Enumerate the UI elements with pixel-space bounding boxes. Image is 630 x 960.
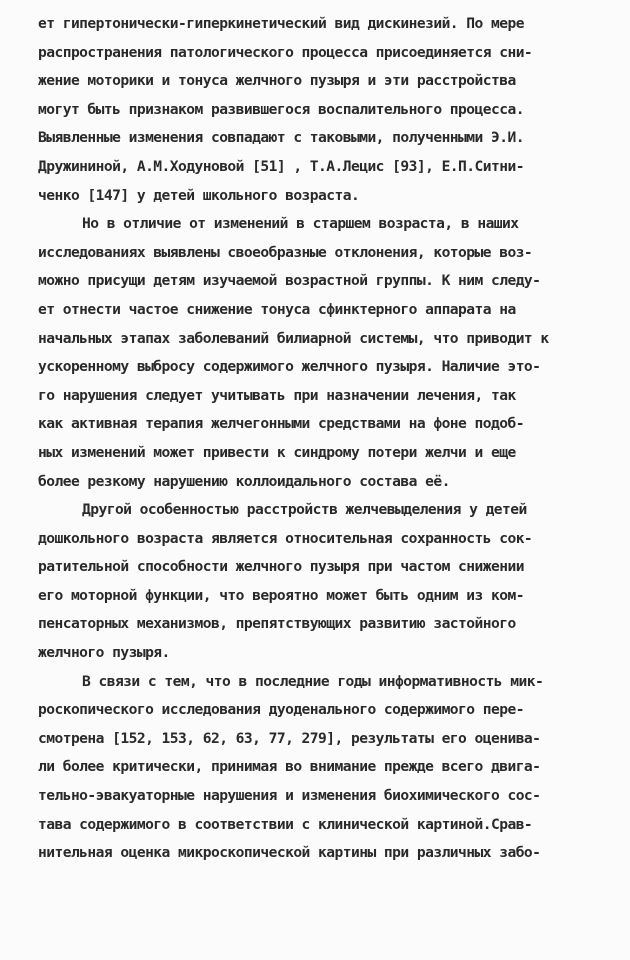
text-line: ет отнести частое снижение тонуса сфинктерного аппарата на	[38, 300, 516, 318]
text-line: исследованиях выявлены своеобразные отклонения, которые воз-	[38, 243, 533, 261]
text-line: ратительной способности желчного пузыря при частом снижении	[38, 558, 524, 576]
text-line: как активная терапия желчегонными средствами на фоне подоб-	[38, 415, 524, 433]
text-line: го нарушения следует учитывать при назначении лечения, так	[38, 386, 516, 404]
text-line: ченко [147] у детей школьного возраста.	[38, 186, 360, 204]
paragraph-start-line: Другой особенностью расстройств желчевыделения у детей	[82, 501, 527, 519]
text-line: Дружининой, А.М.Ходуновой [51] , Т.А.Лецис [93], Е.П.Ситни-	[38, 157, 524, 175]
body-text	[38, 10, 598, 868]
text-line: дошкольного возраста является относительная сохранность сок-	[38, 529, 533, 547]
text-line: могут быть признаком развившегося воспалительного процесса.	[38, 100, 524, 118]
text-line: более резкому нарушению коллоидального состава её.	[38, 472, 450, 490]
text-line: его моторной функции, что вероятно может быть одним из ком-	[38, 586, 524, 604]
text-line: смотрена [152, 153, 62, 63, 77, 279], результаты его оценива-	[38, 729, 541, 747]
text-line: ных изменений может привести к синдрому потери желчи и еще	[38, 443, 516, 461]
text-line: начальных этапах заболеваний билиарной системы, что приводит к	[38, 329, 549, 347]
text-line: Выявленные изменения совпадают с таковыми, полученными Э.И.	[38, 129, 524, 147]
text-line: можно присущи детям изучаемой возрастной группы. К ним следу-	[38, 272, 541, 290]
text-line: тава содержимого в соответствии с клинической картиной.Срав-	[38, 815, 533, 833]
text-line: ли более критически, принимая во внимание прежде всего двига-	[38, 758, 541, 776]
paragraph-start-line: В связи с тем, что в последние годы информативность мик-	[82, 672, 544, 690]
text-line: тельно-эвакуаторные нарушения и изменения биохимического сос-	[38, 787, 541, 805]
text-line: ет гипертонически-гиперкинетический вид дискинезий. По мере	[38, 15, 524, 32]
text-line: пенсаторных механизмов, препятствующих развитию застойного	[38, 615, 516, 633]
text-line: распространения патологического процесса присоединяется сни-	[38, 43, 533, 61]
text-line: ускоренному выбросу содержимого желчного пузыря. Наличие это-	[38, 358, 541, 376]
paragraph-start-line: Но в отличие от изменений в старшем возраста, в наших	[82, 215, 519, 233]
text-line: нительная оценка микроскопической картины при различных забо-	[38, 844, 541, 862]
text-line: жение моторики и тонуса желчного пузыря и эти расстройства	[38, 72, 516, 90]
text-line: роскопического исследования дуоденального содержимого пере-	[38, 701, 524, 719]
text-line: желчного пузыря.	[38, 644, 170, 662]
